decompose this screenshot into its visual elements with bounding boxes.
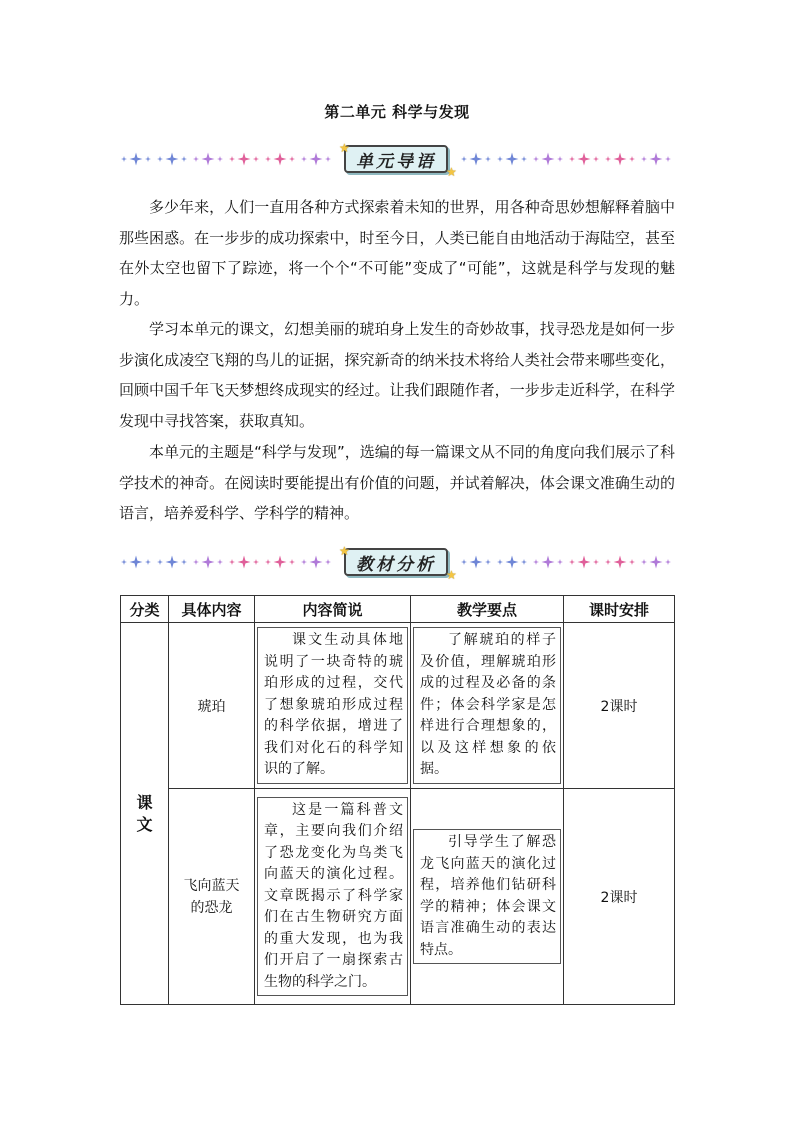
table-header-row xyxy=(121,596,675,623)
analysis-table xyxy=(120,595,675,1005)
sparkle-icon xyxy=(289,156,295,162)
category-cell: 课 文 xyxy=(121,623,169,1005)
sparkle-icon xyxy=(265,156,271,162)
summary-cell: 课文生动具体地说明了一块奇特的琥珀形成的过程，交代了想象琥珀形成过程的科学依据，增进了我们对化石的科学知识的了解。 xyxy=(255,623,411,789)
sparkle-icon xyxy=(506,153,519,166)
sparkle-icon xyxy=(485,559,491,565)
sparkle-icon xyxy=(121,156,127,162)
sparkle-icon xyxy=(289,559,295,565)
sparkle-icon xyxy=(130,153,143,166)
sparkle-icon xyxy=(605,156,611,162)
content-cell: 飞向蓝天的恐龙 xyxy=(169,789,255,1005)
sparkle-icon xyxy=(121,559,127,565)
sparkle-icon xyxy=(217,156,223,162)
section-badge-intro: 单元导语 xyxy=(344,145,448,173)
header-content: 具体内容 xyxy=(169,596,255,623)
sparkle-icon xyxy=(578,153,591,166)
header-hours: 课时安排 xyxy=(564,596,675,623)
sparkle-icon xyxy=(461,156,467,162)
table-row xyxy=(121,789,675,1005)
sparkle-icon xyxy=(614,556,627,569)
sparkle-icon xyxy=(533,156,539,162)
sparkle-icon xyxy=(166,556,179,569)
intro-paragraph-1: 多少年来，人们一直用各种方式探索着未知的世界，用各种奇思妙想解释着脑中那些困惑。在一步步的成功探索中，时至今日，人类已能自由地活动于海陆空，甚至在外太空也留下了踪迹，将一个个“不可能”变成了“可能”，这就是科学与发现的魅力。 xyxy=(119,198,675,308)
sparkle-icon xyxy=(217,559,223,565)
sparkle-icon xyxy=(145,156,151,162)
sparkle-icon xyxy=(301,559,307,565)
sparkle-icon xyxy=(310,153,323,166)
sparkle-icon xyxy=(145,559,151,565)
sparkle-icon xyxy=(605,559,611,565)
sparkle-icon xyxy=(181,156,187,162)
sparkle-icon xyxy=(569,156,575,162)
sparkle-icon xyxy=(202,556,215,569)
sparkle-icon xyxy=(238,556,251,569)
sparkle-icon xyxy=(521,156,527,162)
points-cell: 引导学生了解恐龙飞向蓝天的演化过程，培养他们钻研科学的精神；体会课文语言准确生动的表达特点。 xyxy=(411,789,564,1005)
sparkle-icon xyxy=(265,559,271,565)
star-icon: ★ xyxy=(339,141,350,155)
sparkle-icon xyxy=(229,156,235,162)
sparkle-icon xyxy=(157,559,163,565)
sparkle-icon xyxy=(497,559,503,565)
sparkle-icon xyxy=(325,559,331,565)
header-category: 分类 xyxy=(121,596,169,623)
sparkle-icon xyxy=(557,559,563,565)
sparkle-icon xyxy=(506,556,519,569)
sparkle-icon xyxy=(650,556,663,569)
sparkle-icon xyxy=(229,559,235,565)
sparkle-icon xyxy=(193,156,199,162)
sparkle-icon xyxy=(521,559,527,565)
sparkle-icon xyxy=(497,156,503,162)
hours-cell: 2课时 xyxy=(564,623,675,789)
intro-paragraph-2: 学习本单元的课文，幻想美丽的琥珀身上发生的奇妙故事，找寻恐龙是如何一步步演化成凌空飞翔的鸟儿的证据，探究新奇的纳米技术将给人类社会带来哪些变化，回顾中国千年飞天梦想终成现实的经过。让我们跟随作者，一步步走近科学，在科学发现中寻找答案，获取真知。 xyxy=(119,320,675,430)
sparkle-icon xyxy=(665,156,671,162)
sparkle-icon xyxy=(614,153,627,166)
star-icon: ★ xyxy=(446,165,457,179)
sparkle-icon xyxy=(253,559,259,565)
page-title: 第二单元 科学与发现 xyxy=(324,103,470,121)
star-icon: ★ xyxy=(446,568,457,582)
sparkle-icon xyxy=(253,156,259,162)
sparkle-icon xyxy=(629,156,635,162)
sparkle-icon xyxy=(202,153,215,166)
sparkle-icon xyxy=(593,156,599,162)
sparkle-icon xyxy=(470,556,483,569)
points-cell: 了解琥珀的样子及价值，理解琥珀形成的过程及必备的条件；体会科学家是怎样进行合理想象的，以及这样想象的依据。 xyxy=(411,623,564,789)
header-summary: 内容简说 xyxy=(255,596,411,623)
sparkle-icon xyxy=(665,559,671,565)
sparkle-icon xyxy=(542,153,555,166)
header-teaching-points: 教学要点 xyxy=(411,596,564,623)
sparkle-icon xyxy=(569,559,575,565)
sparkle-icon xyxy=(557,156,563,162)
section-banner-intro xyxy=(118,140,674,180)
sparkle-icon xyxy=(485,156,491,162)
sparkle-icon xyxy=(542,556,555,569)
sparkle-icon xyxy=(166,153,179,166)
sparkle-icon xyxy=(629,559,635,565)
sparkle-icon xyxy=(641,559,647,565)
sparkle-icon xyxy=(533,559,539,565)
sparkle-icon xyxy=(181,559,187,565)
sparkle-icon xyxy=(301,156,307,162)
summary-cell: 这是一篇科普文章，主要向我们介绍了恐龙变化为鸟类飞向蓝天的演化过程。文章既揭示了科学家们在古生物研究方面的重大发现，也为我们开启了一扇探索古生物的科学之门。 xyxy=(255,789,411,1005)
sparkle-icon xyxy=(274,153,287,166)
sparkle-icon xyxy=(578,556,591,569)
sparkle-icon xyxy=(325,156,331,162)
section-badge-analysis: 教材分析 xyxy=(344,548,448,576)
sparkle-icon xyxy=(157,156,163,162)
sparkle-icon xyxy=(193,559,199,565)
sparkle-icon xyxy=(593,559,599,565)
hours-cell: 2课时 xyxy=(564,789,675,1005)
table-row xyxy=(121,623,675,789)
sparkle-icon xyxy=(130,556,143,569)
sparkle-icon xyxy=(641,156,647,162)
sparkle-icon xyxy=(274,556,287,569)
sparkle-icon xyxy=(650,153,663,166)
content-cell: 琥珀 xyxy=(169,623,255,789)
star-icon: ★ xyxy=(339,544,350,558)
sparkle-icon xyxy=(310,556,323,569)
sparkle-icon xyxy=(470,153,483,166)
sparkle-icon xyxy=(461,559,467,565)
intro-paragraph-3: 本单元的主题是“科学与发现”，选编的每一篇课文从不同的角度向我们展示了科学技术的神奇。在阅读时要能提出有价值的问题，并试着解决，体会课文准确生动的语言，培养爱科学、学科学的精神。 xyxy=(119,443,675,522)
section-banner-analysis xyxy=(118,543,674,583)
sparkle-icon xyxy=(238,153,251,166)
